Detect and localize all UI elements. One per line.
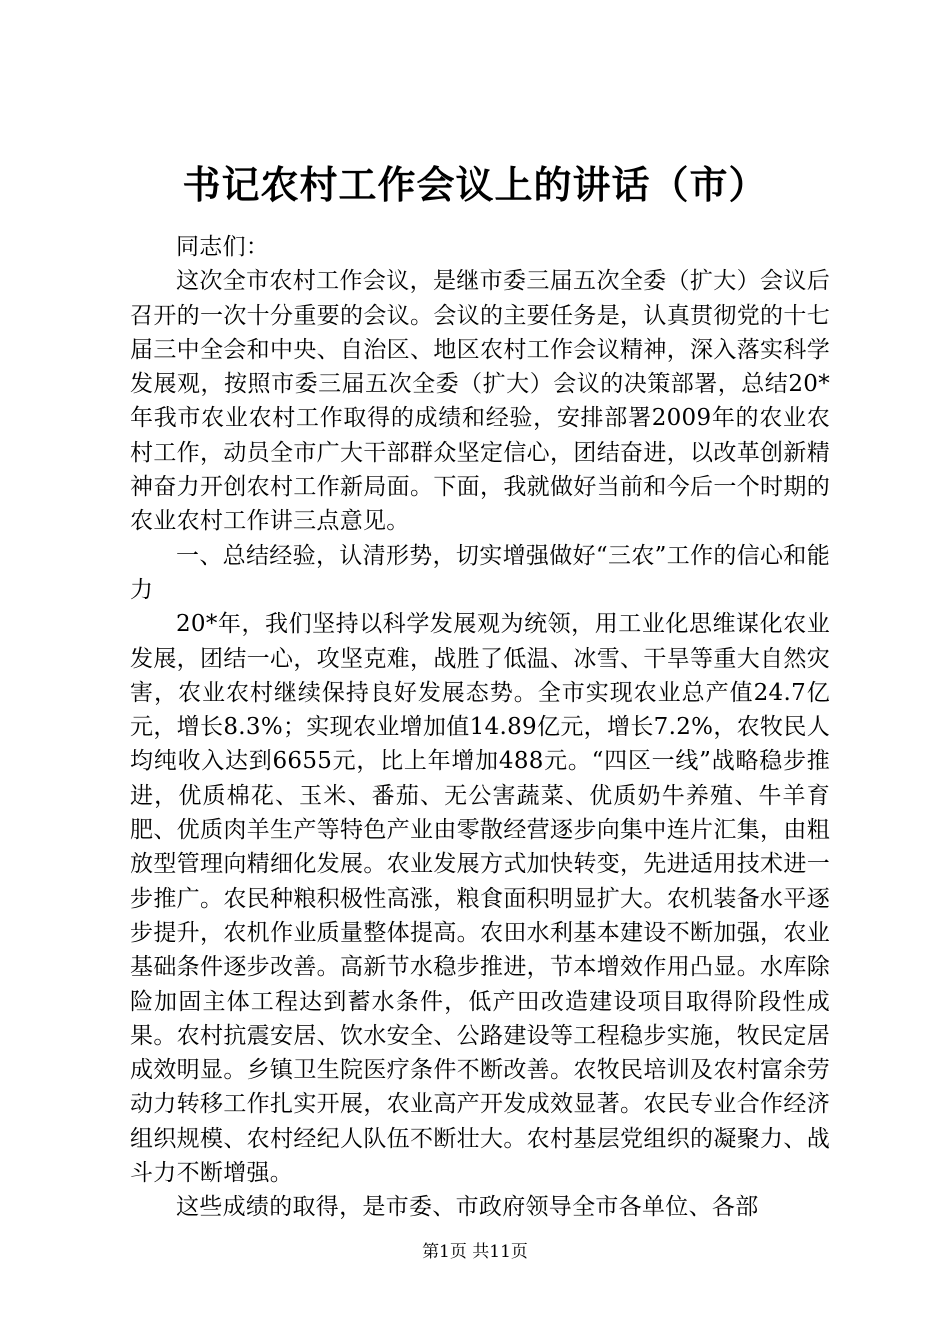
paragraph-intro: 这次全市农村工作会议，是继市委三届五次全委（扩大）会议后召开的一次十分重要的会议。会议的主要任务是，认真贯彻党的十七届三中全会和中央、自治区、地区农村工作会议精神，深入落实科学发展观，按照市委三届五次全委（扩大）会议的决策部署，总结20*年我市农业农村工作取得的成绩和经验，安排部署2009年的农业农村工作，动员全市广大干部群众坚定信心，团结奋进，以改革创新精神奋力开创农村工作新局面。下面，我就做好当前和今后一个时期的农业农村工作讲三点意见。 — [130, 268, 830, 535]
paragraph-achievements: 20*年，我们坚持以科学发展观为统领，用工业化思维谋化农业发展，团结一心，攻坚克难，战胜了低温、冰雪、干旱等重大自然灾害，农业农村继续保持良好发展态势。全市实现农业总产值24.7亿元，增长8.3%；实现农业增加值14.89亿元，增长7.2%，农牧民人均纯收入达到6655元，比上年增加488元。“四区一线”战略稳步推进，优质棉花、玉米、番茄、无公害蔬菜、优质奶牛养殖、牛羊育肥、优质肉羊生产等特色产业由零散经营逐步向集中连片汇集，由粗放型管理向精细化发展。农业发展方式加快转变，先进适用技术进一步推广。农民种粮积极性高涨，粮食面积明显扩大。农机装备水平逐步提升，农机作业质量整体提高。农田水利基本建设不断加强，农业基础条件逐步改善。高新节水稳步推进，节本增效作用凸显。水库除险加固主体工程达到蓄水条件，低产田改造建设项目取得阶段性成果。农村抗震安居、饮水安全、公路建设等工程稳步实施，牧民定居成效明显。乡镇卫生院医疗条件不断改善。农牧民培训及农村富余劳动力转移工作扎实开展，农业高产开发成效显著。农民专业合作经济组织规模、农村经纪人队伍不断壮大。农村基层党组织的凝聚力、战斗力不断增强。 — [130, 611, 830, 1187]
document-body — [130, 230, 830, 1225]
paragraph-continuation: 这些成绩的取得，是市委、市政府领导全市各单位、各部 — [176, 1194, 759, 1221]
salutation: 同志们： — [176, 234, 270, 260]
document-title: 书记农村工作会议上的讲话（市） — [182, 162, 768, 207]
page-number-footer: 第1页 共11页 — [422, 1242, 528, 1262]
section-heading: 一、总结经验，认清形势，切实增强做好“三农”工作的信心和能力 — [130, 542, 830, 603]
